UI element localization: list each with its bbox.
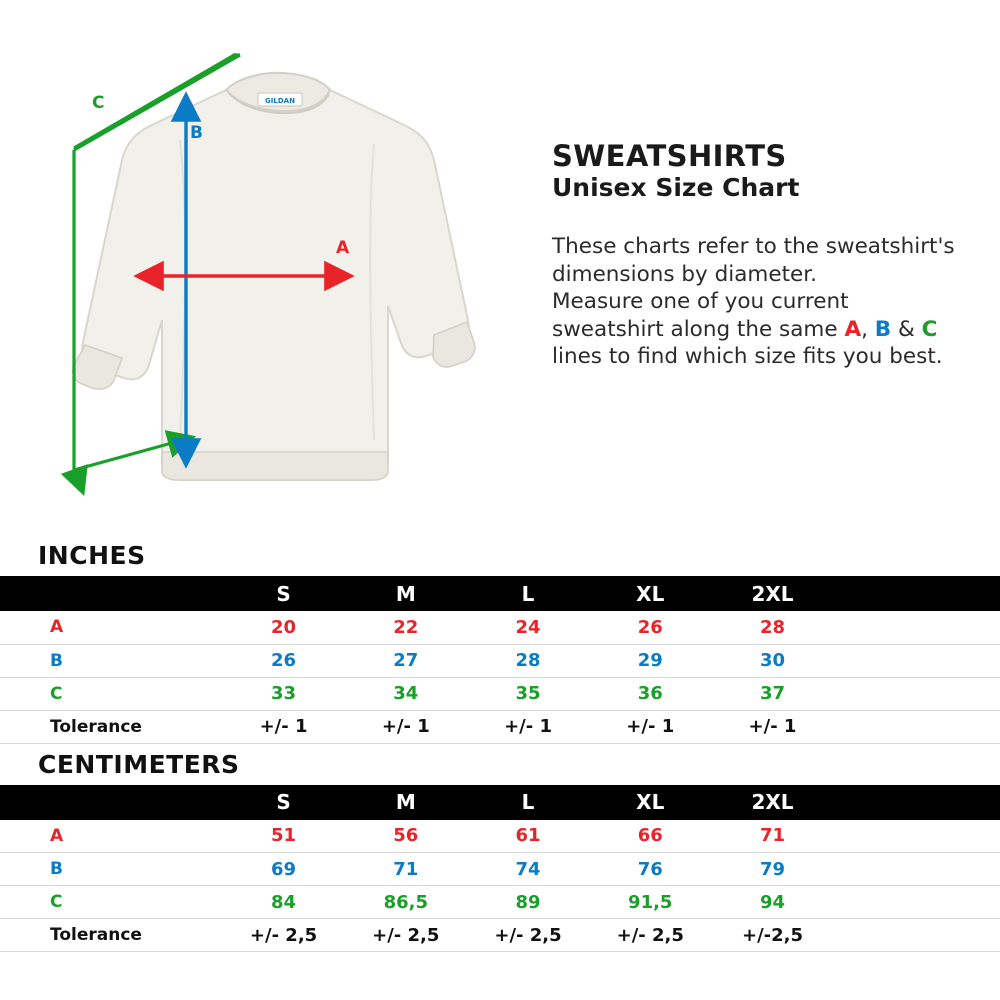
centimeters-section-title: CENTIMETERS [38,749,240,779]
inches-tol-l: +/- 1 [467,710,589,743]
inches-col-s: S [222,576,344,611]
page-subtitle: Unisex Size Chart [552,173,800,203]
inline-comma: , [861,316,875,342]
cm-a-2xl: 71 [711,820,833,853]
inches-tol-pad [834,710,1000,743]
table-row [0,677,1000,710]
info-block [552,140,972,371]
inches-a-pad [834,611,1000,644]
cm-tol-s: +/- 2,5 [222,919,344,952]
table-row [0,710,1000,743]
cm-c-l: 89 [467,886,589,919]
description-line-2: dimensions by diameter. [552,261,817,287]
cm-c-xl: 91,5 [589,886,711,919]
inches-b-xl: 29 [589,644,711,677]
cm-row-b-label: B [0,853,222,886]
sweatshirt-diagram [30,20,490,520]
inches-row-tolerance-label: Tolerance [0,710,222,743]
inches-c-l: 35 [467,677,589,710]
inches-tol-s: +/- 1 [222,710,344,743]
cm-tol-2xl: +/-2,5 [711,919,833,952]
description-line-1: These charts refer to the sweatshirt's [552,234,955,260]
description-line-5: lines to find which size fits you best. [552,344,943,370]
table-row [0,644,1000,677]
cm-col-s: S [222,785,344,820]
cm-row-a-label: A [0,820,222,853]
inches-a-s: 20 [222,611,344,644]
inches-a-xl: 26 [589,611,711,644]
inline-label-a: A [844,316,862,342]
inches-tol-m: +/- 1 [345,710,467,743]
inches-c-2xl: 37 [711,677,833,710]
table-row [0,611,1000,644]
inches-table [0,576,1000,744]
cm-tol-l: +/- 2,5 [467,919,589,952]
cm-tol-m: +/- 2,5 [345,919,467,952]
table-row [0,820,1000,853]
cm-a-s: 51 [222,820,344,853]
inline-label-b: B [874,316,892,342]
tables-area [0,535,1000,952]
inches-tol-xl: +/- 1 [589,710,711,743]
page-title: SWEATSHIRTS [552,139,787,173]
cm-col-xl: XL [589,785,711,820]
inches-tol-2xl: +/- 1 [711,710,833,743]
table-row [0,886,1000,919]
cm-tol-pad [834,919,1000,952]
inches-a-2xl: 28 [711,611,833,644]
cm-a-xl: 66 [589,820,711,853]
description-text [552,233,972,371]
inches-c-pad [834,677,1000,710]
cm-a-l: 61 [467,820,589,853]
svg-text:GILDAN: GILDAN [265,97,295,105]
inline-ampersand: & [891,316,922,342]
cm-col-blank [0,785,222,820]
inches-col-xl: XL [589,576,711,611]
inches-row-b-label: B [0,644,222,677]
cm-row-c-label: C [0,886,222,919]
cm-c-2xl: 94 [711,886,833,919]
inches-section-title: INCHES [38,541,146,570]
inline-label-c: C [921,316,938,342]
cm-b-2xl: 79 [711,853,833,886]
cm-col-l: L [467,785,589,820]
centimeters-table [0,785,1000,953]
cm-a-pad [834,820,1000,853]
inches-c-xl: 36 [589,677,711,710]
cm-b-s: 69 [222,853,344,886]
inches-b-s: 26 [222,644,344,677]
inches-b-l: 28 [467,644,589,677]
inches-row-a-label: A [0,611,222,644]
table-header-row [0,785,1000,820]
inches-col-l: L [467,576,589,611]
cm-col-pad [834,785,1000,820]
inches-b-pad [834,644,1000,677]
inches-col-blank [0,576,222,611]
description-line-3: Measure one of you current [552,289,849,315]
table-row [0,853,1000,886]
cm-b-xl: 76 [589,853,711,886]
inches-a-m: 22 [345,611,467,644]
cm-b-m: 71 [345,853,467,886]
inches-c-s: 33 [222,677,344,710]
table-row [0,919,1000,952]
brand-tag-icon [258,93,302,106]
cm-c-s: 84 [222,886,344,919]
label-c-illustration: C [92,93,105,113]
table-header-row [0,576,1000,611]
inches-a-l: 24 [467,611,589,644]
inches-c-m: 34 [345,677,467,710]
cm-b-l: 74 [467,853,589,886]
cm-col-m: M [345,785,467,820]
cm-col-2xl: 2XL [711,785,833,820]
inches-b-2xl: 30 [711,644,833,677]
description-line-4-prefix: sweatshirt along the same [552,316,845,342]
cm-row-tolerance-label: Tolerance [0,919,222,952]
inches-row-c-label: C [0,677,222,710]
inches-b-m: 27 [345,644,467,677]
cm-tol-xl: +/- 2,5 [589,919,711,952]
label-b-illustration: B [190,123,203,143]
inches-col-m: M [345,576,467,611]
cm-c-m: 86,5 [345,886,467,919]
inches-col-pad [834,576,1000,611]
cm-a-m: 56 [345,820,467,853]
inches-col-2xl: 2XL [711,576,833,611]
cm-b-pad [834,853,1000,886]
label-a-illustration: A [336,238,350,258]
cm-c-pad [834,886,1000,919]
